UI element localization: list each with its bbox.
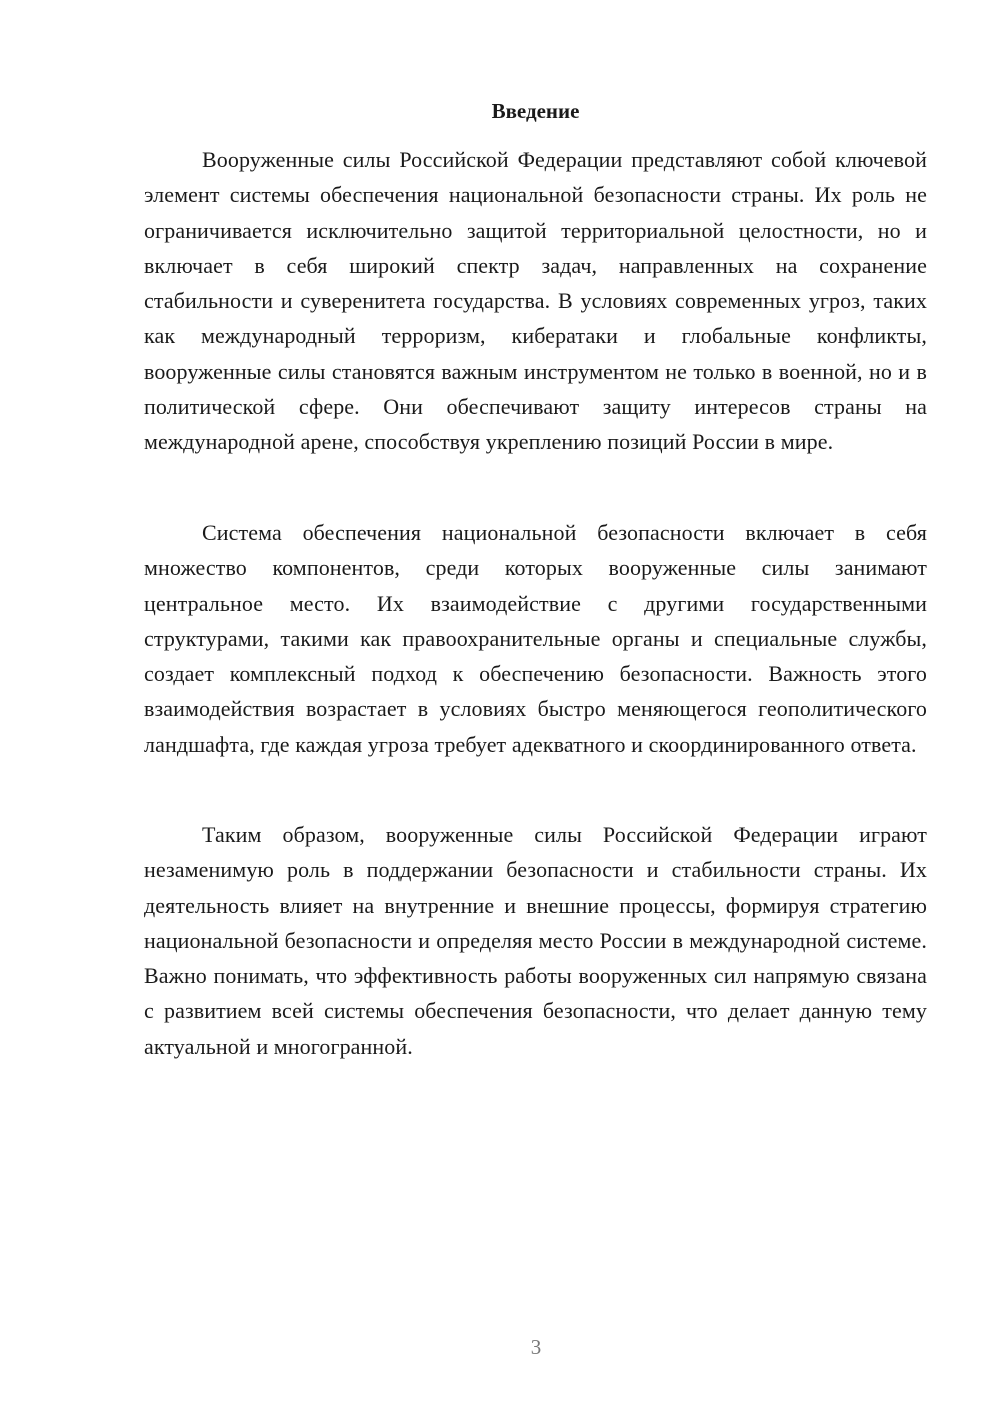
paragraph-1: Вооруженные силы Российской Федерации представляют собой ключевой элемент системы обеспечения национальной безопасности страны. Их роль не ограничивается исключительно защитой территориальной целостности, но и включает в себя широкий спектр задач, направленных на сохранение стабильности и суверенитета государства. В условиях современных угроз, таких как международный терроризм, кибератаки и глобальные конфликты, вооруженные силы становятся важным инструментом не только в военной, но и в политической сфере. Они обеспечивают защиту интересов страны на международной арене, способствуя укреплению позиций России в мире. [144, 147, 927, 455]
section-heading: Введение [491, 99, 580, 123]
page-number: 3 [530, 1335, 542, 1359]
paragraph-2: Система обеспечения национальной безопасности включает в себя множество компонентов, среди которых вооруженные силы занимают центральное место. Их взаимодействие с другими государственными структурами, такими как правоохранительные органы и специальные службы, создает комплексный подход к обеспечению безопасности. Важность этого взаимодействия возрастает в условиях быстро меняющегося геополитического ландшафта, где каждая угроза требует адекватного и скоординированного ответа. [144, 520, 927, 757]
paragraph-3: Таким образом, вооруженные силы Российской Федерации играют незаменимую роль в поддержании безопасности и стабильности страны. Их деятельность влияет на внутренние и внешние процессы, формируя стратегию национальной безопасности и определяя место России в международной системе. Важно понимать, что эффективность работы вооруженных сил напрямую связана с развитием всей системы обеспечения безопасности, что делает данную тему актуальной и многогранной. [144, 822, 927, 1059]
